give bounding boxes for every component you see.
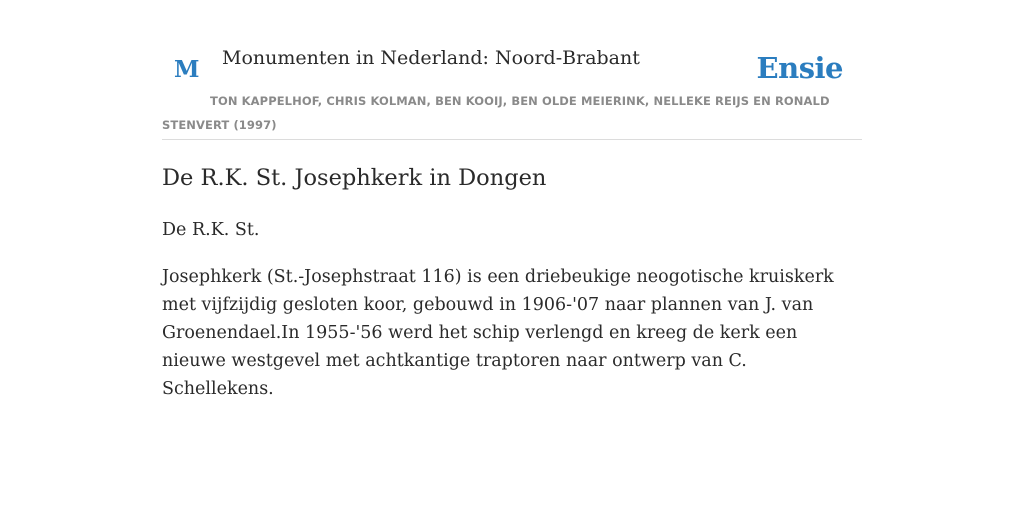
header-divider <box>162 139 862 140</box>
article-paragraph: Josephkerk (St.-Josephstraat 116) is een driebeukige neogotische kruiskerk met vijfzijdig gesloten koor, gebouwd in 1906-'07 naar plannen van J. van Groenendael.In 1955-'56 werd het schip verlengd en kreeg de kerk een nieuwe westgevel met achtkantige traptoren naar ontwerp van C. Schellekens. <box>162 267 834 399</box>
source-logo[interactable]: M <box>174 56 200 83</box>
article-paragraph: De R.K. St. <box>162 220 260 240</box>
article-page <box>162 0 862 512</box>
authors-line: TON KAPPELHOF, CHRIS KOLMAN, BEN KOOIJ, BEN OLDE MEIERINK, NELLEKE REIJS EN RONALD STENVERT (1997) <box>162 94 830 132</box>
book-title[interactable]: Monumenten in Nederland: Noord-Brabant <box>222 47 640 69</box>
article-title: De R.K. St. Josephkerk in Dongen <box>162 165 547 191</box>
brand-logo[interactable]: Ensie <box>756 51 843 85</box>
